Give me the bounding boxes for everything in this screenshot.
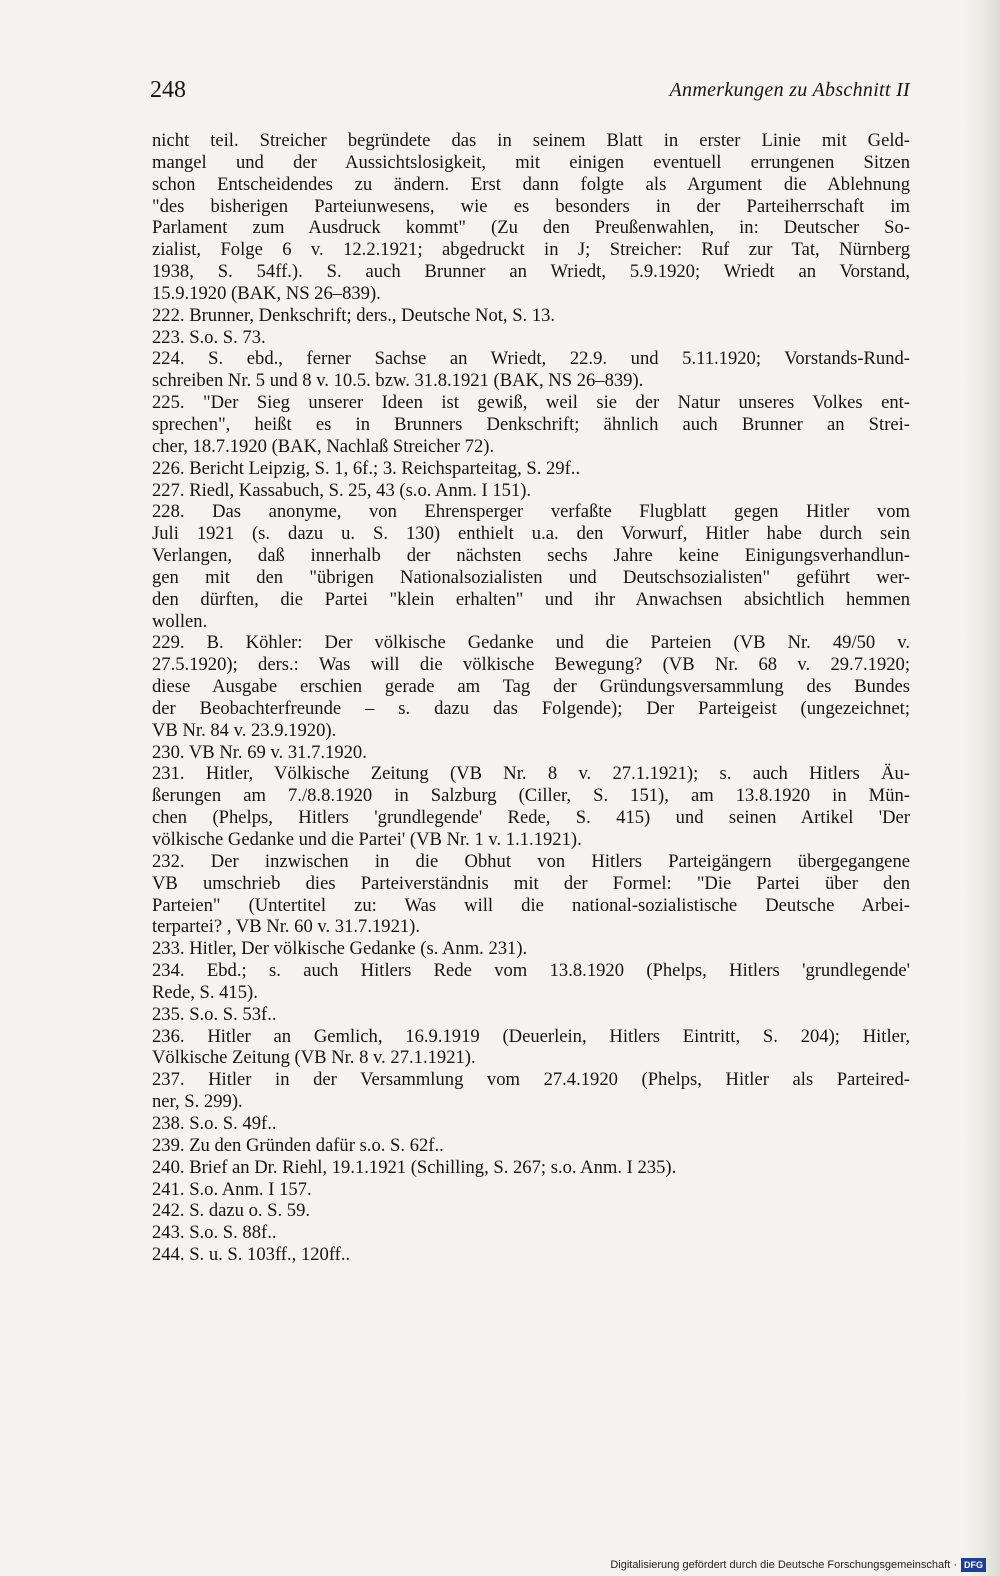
text-line: 239. Zu den Gründen dafür s.o. S. 62f.. — [152, 1134, 444, 1156]
text-line: 228. Das anonyme, von Ehrensperger verfaßte Flugblatt gegen Hitler vom — [152, 501, 910, 523]
text-line: 231. Hitler, Völkische Zeitung (VB Nr. 8 v. 27.1.1921); s. auch Hitlers Äu- — [152, 763, 910, 785]
page-number: 248 — [150, 77, 186, 103]
text-line: "des bisherigen Parteiunwesens, wie es besonders in der Parteiherrschaft im — [152, 195, 910, 217]
running-head: Anmerkungen zu Abschnitt II — [669, 79, 910, 101]
text-line: 232. Der inzwischen in die Obhut von Hitlers Parteigängern übergegangene — [152, 850, 910, 872]
text-line: chen (Phelps, Hitlers 'grundlegende' Rede, S. 415) und seinen Artikel 'Der — [152, 807, 910, 829]
credit-text: Digitalisierung gefördert durch die Deutsche Forschungsgemeinschaft · — [610, 1559, 957, 1571]
text-line: Parlament zum Ausdruck kommt" (Zu den Preußenwahlen, in: Deutscher So- — [152, 217, 910, 239]
text-line: mangel und der Aussichtslosigkeit, mit einigen eventuell errungenen Sitzen — [152, 151, 910, 173]
footnotes-text — [152, 130, 910, 1266]
text-line: 225. "Der Sieg unserer Ideen ist gewiß, weil sie der Natur unseres Volkes ent- — [152, 392, 910, 414]
text-line: gen mit den "übrigen Nationalsozialisten und Deutschsozialisten" geführt wer- — [152, 566, 910, 588]
text-line: Verlangen, daß innerhalb der nächsten sechs Jahre keine Einigungsverhandlun- — [152, 545, 910, 567]
text-line: 243. S.o. S. 88f.. — [152, 1222, 277, 1244]
text-line: völkische Gedanke und die Partei' (VB Nr. 1 v. 1.1.1921). — [152, 829, 582, 850]
text-line: cher, 18.7.1920 (BAK, Nachlaß Streicher 72). — [152, 435, 495, 457]
text-line: nicht teil. Streicher begründete das in seinem Blatt in erster Linie mit Geld- — [152, 130, 910, 151]
text-line: 223. S.o. S. 73. — [152, 326, 266, 348]
text-line: 241. S.o. Anm. I 157. — [152, 1178, 312, 1200]
text-line: Rede, S. 415). — [152, 981, 258, 1003]
text-line: zialist, Folge 6 v. 12.2.1921; abgedruckt in J; Streicher: Ruf zur Tat, Nürnberg — [152, 239, 910, 261]
text-line: 27.5.1920); ders.: Was will die völkische Bewegung? (VB Nr. 68 v. 29.7.1920; — [152, 654, 910, 676]
text-line: 226. Bericht Leipzig, S. 1, 6f.; 3. Reichsparteitag, S. 29f.. — [152, 457, 581, 479]
text-line: Parteien" (Untertitel zu: Was will die national-sozialistische Deutsche Arbei- — [152, 894, 910, 916]
text-line: 235. S.o. S. 53f.. — [152, 1003, 277, 1025]
text-line: Völkische Zeitung (VB Nr. 8 v. 27.1.1921). — [152, 1047, 476, 1069]
digitization-credit — [610, 1556, 986, 1574]
text-line: 240. Brief an Dr. Riehl, 19.1.1921 (Schilling, S. 267; s.o. Anm. I 235). — [152, 1156, 677, 1178]
text-line: 222. Brunner, Denkschrift; ders., Deutsche Not, S. 13. — [152, 304, 556, 326]
text-line: Juli 1921 (s. dazu u. S. 130) enthielt u.a. den Vorwurf, Hitler habe durch sein — [152, 523, 910, 545]
text-line: VB umschrieb dies Parteiverständnis mit der Formel: "Die Partei über den — [152, 872, 910, 894]
text-line: terpartei? , VB Nr. 60 v. 31.7.1921). — [152, 916, 421, 938]
text-line: 238. S.o. S. 49f.. — [152, 1112, 277, 1134]
page-edge-shadow — [964, 0, 1000, 1576]
text-line: schon Entscheidendes zu ändern. Erst dann folgte als Argument die Ablehnung — [152, 173, 910, 195]
text-line: 242. S. dazu o. S. 59. — [152, 1200, 311, 1222]
text-line: VB Nr. 84 v. 23.9.1920). — [152, 719, 337, 741]
text-line: 1938, S. 54ff.). S. auch Brunner an Wriedt, 5.9.1920; Wriedt an Vorstand, — [152, 261, 910, 283]
text-line: 237. Hitler in der Versammlung vom 27.4.1920 (Phelps, Hitler als Parteired- — [152, 1069, 910, 1091]
text-line: 234. Ebd.; s. auch Hitlers Rede vom 13.8.1920 (Phelps, Hitlers 'grundlegende' — [152, 960, 910, 982]
page-header — [150, 72, 910, 108]
text-line: 15.9.1920 (BAK, NS 26–839). — [152, 282, 381, 304]
text-line: sprechen", heißt es in Brunners Denkschrift; ähnlich auch Brunner an Strei- — [152, 413, 910, 435]
text-line: 224. S. ebd., ferner Sachse an Wriedt, 22.9. und 5.11.1920; Vorstands-Rund- — [152, 348, 910, 370]
text-line: 244. S. u. S. 103ff., 120ff.. — [152, 1244, 351, 1266]
text-line: wollen. — [152, 610, 208, 632]
text-line: den dürften, die Partei "klein erhalten" und ihr Anwachsen absichtlich hemmen — [152, 588, 910, 610]
text-line: 229. B. Köhler: Der völkische Gedanke und die Parteien (VB Nr. 49/50 v. — [152, 632, 910, 654]
text-line: ner, S. 299). — [152, 1091, 243, 1113]
text-line: 227. Riedl, Kassabuch, S. 25, 43 (s.o. Anm. I 151). — [152, 479, 532, 501]
text-line: 236. Hitler an Gemlich, 16.9.1919 (Deuerlein, Hitlers Eintritt, S. 204); Hitler, — [152, 1025, 910, 1047]
text-line: 230. VB Nr. 69 v. 31.7.1920. — [152, 741, 367, 763]
text-line: schreiben Nr. 5 und 8 v. 10.5. bzw. 31.8.1921 (BAK, NS 26–839). — [152, 370, 644, 392]
text-line: ßerungen am 7./8.8.1920 in Salzburg (Ciller, S. 151), am 13.8.1920 in Mün- — [152, 785, 910, 807]
dfg-logo-icon: DFG — [961, 1558, 986, 1572]
text-line: 233. Hitler, Der völkische Gedanke (s. Anm. 231). — [152, 938, 528, 960]
text-line: der Beobachterfreunde – s. dazu das Folgende); Der Parteigeist (ungezeichnet; — [152, 697, 910, 719]
text-line: diese Ausgabe erschien gerade am Tag der Gründungsversammlung des Bundes — [152, 676, 910, 698]
